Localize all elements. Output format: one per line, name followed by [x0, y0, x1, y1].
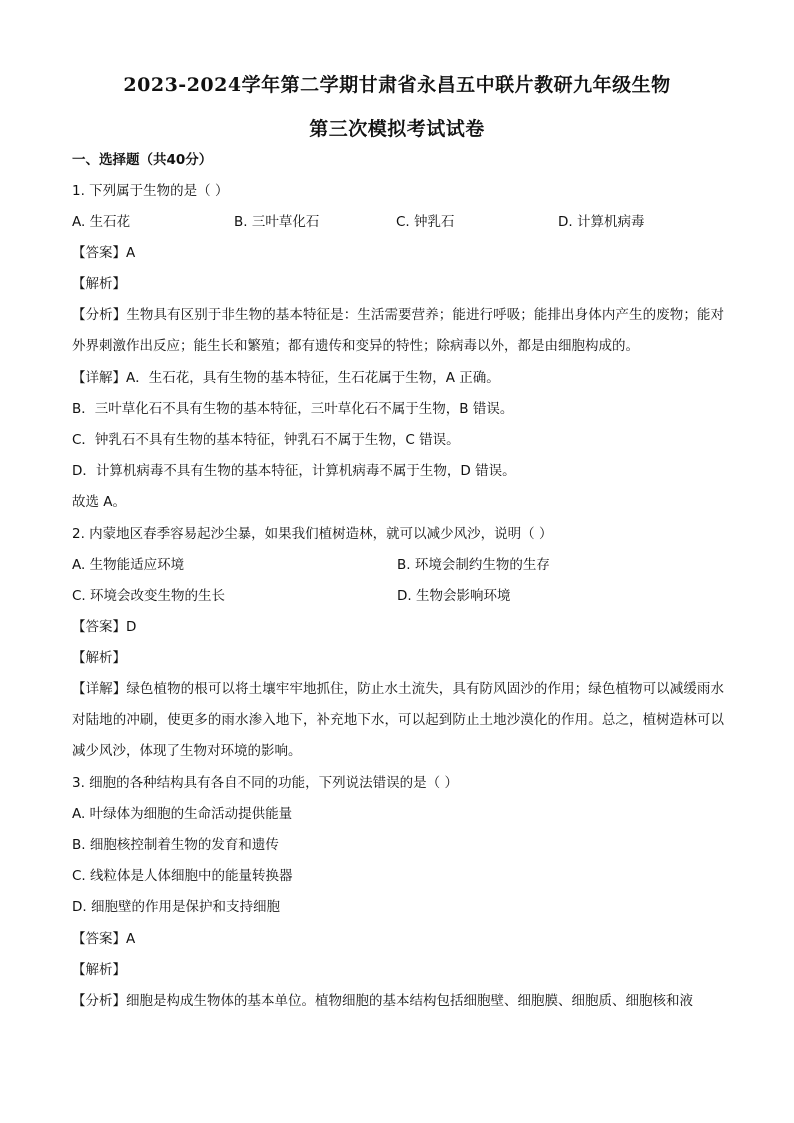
q1-detail-a: 【详解】A．生石花，具有生物的基本特征，生石花属于生物，A 正确。 [72, 370, 500, 386]
q1-option-a: A. 生石花 [72, 214, 131, 230]
q2-answer: 【答案】D [72, 619, 137, 635]
q2-analysis-label: 【解析】 [72, 650, 126, 666]
q3-analysis-fenxi: 【分析】细胞是构成生物体的基本单位。植物细胞的基本结构包括细胞壁、细胞膜、细胞质、细胞核和液 [72, 993, 693, 1009]
q2-option-d: D. 生物会影响环境 [397, 588, 511, 604]
document-title-line1: 2023-2024学年第二学期甘肃省永昌五中联片教研九年级生物 [123, 74, 671, 96]
q1-option-c: C. 钟乳石 [396, 214, 455, 230]
q3-analysis-label: 【解析】 [72, 962, 126, 978]
q1-detail-b: B．三叶草化石不具有生物的基本特征，三叶草化石不属于生物，B 错误。 [72, 401, 514, 417]
q3-stem: 3. 细胞的各种结构具有各自不同的功能，下列说法错误的是（ ） [72, 775, 458, 791]
q1-option-b: B. 三叶草化石 [234, 214, 320, 230]
q3-option-b: B. 细胞核控制着生物的发育和遗传 [72, 837, 279, 853]
q1-analysis-fenxi: 【分析】生物具有区别于非生物的基本特征是：生活需要营养；能进行呼吸；能排出身体内产生的废物；能对外界刺激作出反应；能生长和繁殖；都有遗传和变异的特性；除病毒以外，都是由细胞构成的。 [72, 307, 724, 354]
q2-option-a: A. 生物能适应环境 [72, 557, 185, 573]
q3-answer: 【答案】A [72, 931, 136, 947]
q1-conclusion: 故选 A。 [72, 494, 127, 510]
q1-stem: 1. 下列属于生物的是（ ） [72, 183, 229, 199]
q3-option-a: A. 叶绿体为细胞的生命活动提供能量 [72, 806, 293, 822]
document-title-line2: 第三次模拟考试试卷 [309, 118, 485, 140]
q1-detail-c: C．钟乳石不具有生物的基本特征，钟乳石不属于生物，C 错误。 [72, 432, 460, 448]
q2-option-c: C. 环境会改变生物的生长 [72, 588, 226, 604]
q1-detail-d: D．计算机病毒不具有生物的基本特征，计算机病毒不属于生物，D 错误。 [72, 463, 516, 479]
q2-stem: 2. 内蒙地区春季容易起沙尘暴，如果我们植树造林，就可以减少风沙，说明（ ） [72, 526, 553, 542]
q2-analysis-detail: 【详解】绿色植物的根可以将土壤牢牢地抓住，防止水土流失，具有防风固沙的作用；绿色植物可以减缓雨水对陆地的冲刷，使更多的雨水渗入地下，补充地下水，可以起到防止土地沙漠化的作用。总之，植树造林可以减少风沙，体现了生物对环境的影响。 [72, 681, 724, 759]
section-heading: 一、选择题（共40分） [72, 152, 213, 168]
q3-option-c: C. 线粒体是人体细胞中的能量转换器 [72, 868, 293, 884]
q1-analysis-label: 【解析】 [72, 276, 126, 292]
q1-option-d: D. 计算机病毒 [558, 214, 645, 230]
q1-answer: 【答案】A [72, 245, 136, 261]
q3-option-d: D. 细胞壁的作用是保护和支持细胞 [72, 899, 280, 915]
q2-option-b: B. 环境会制约生物的生存 [397, 557, 550, 573]
